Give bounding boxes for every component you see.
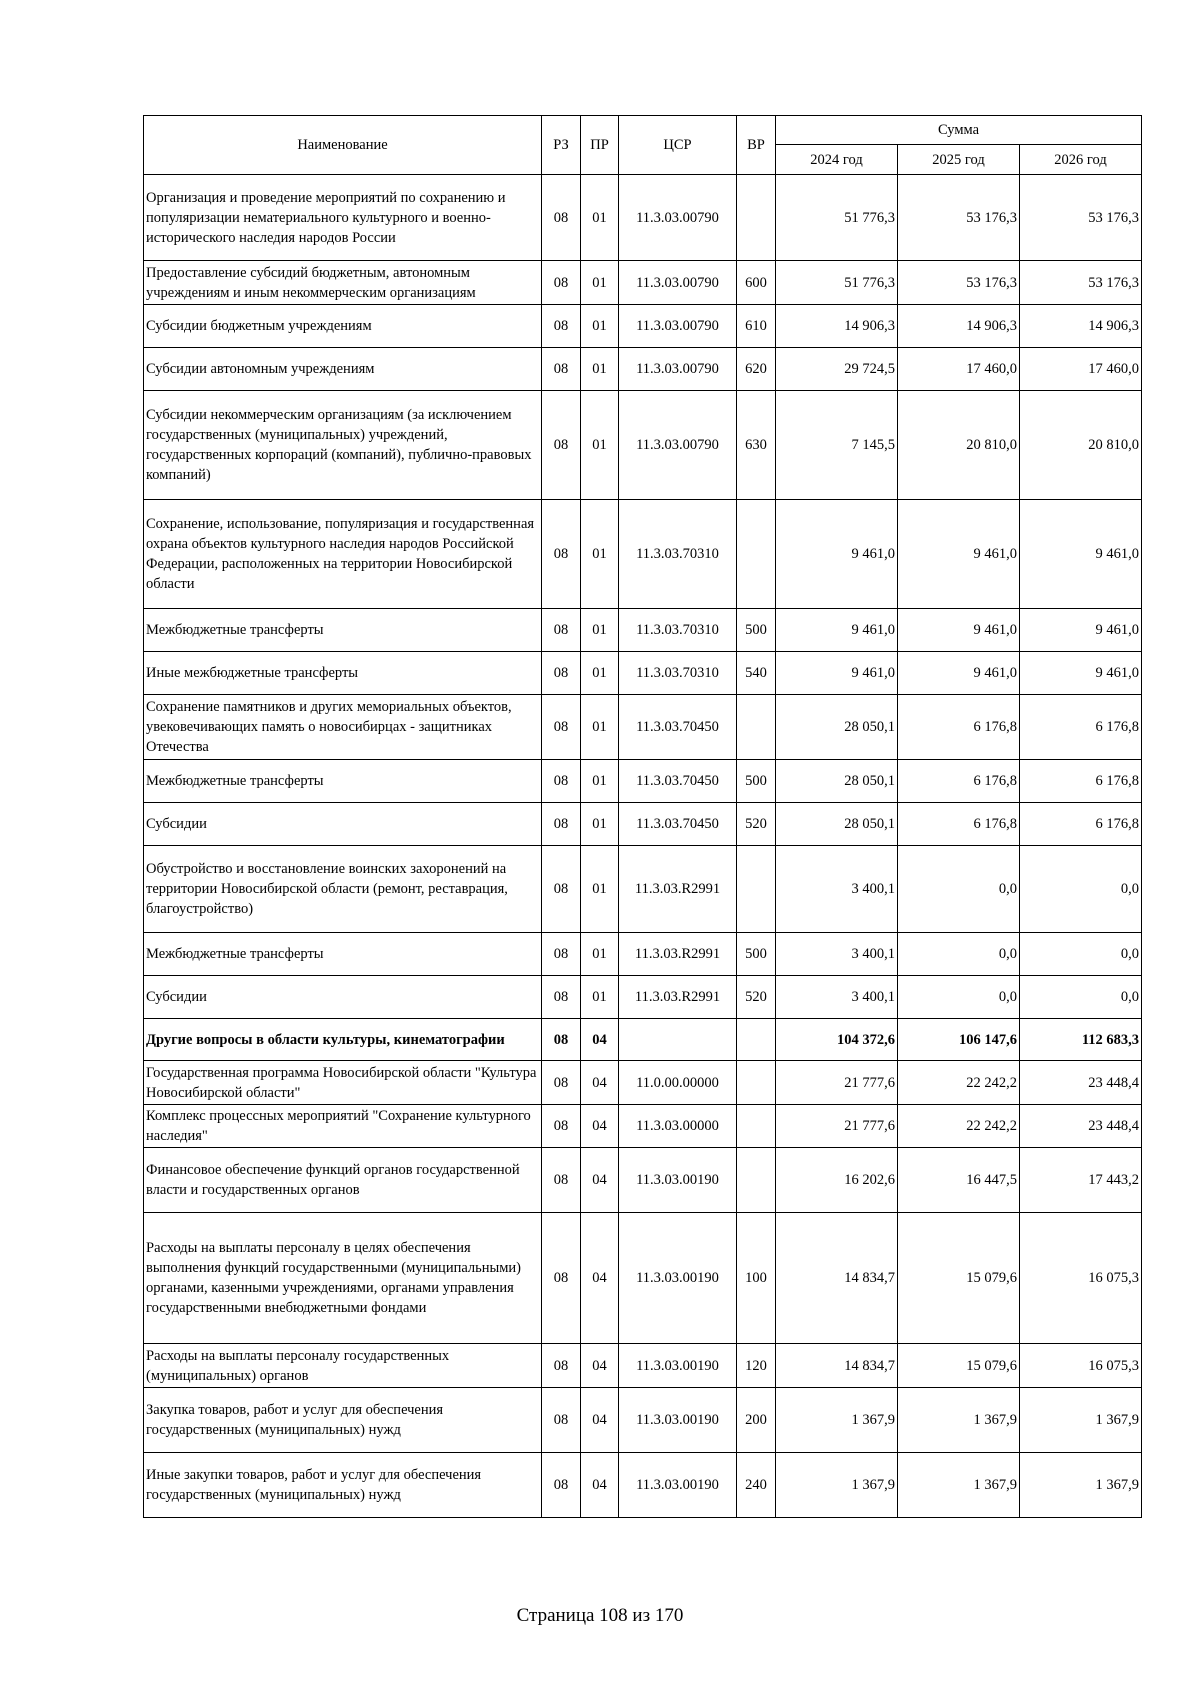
- row-csr: 11.3.03.70450: [619, 760, 737, 803]
- row-sum-2026: 53 176,3: [1020, 175, 1142, 261]
- row-rz: 08: [542, 803, 581, 846]
- row-sum-2024: 9 461,0: [776, 652, 898, 695]
- row-sum-2025: 0,0: [898, 846, 1020, 933]
- row-sum-2025: 1 367,9: [898, 1453, 1020, 1518]
- row-vr: 120: [737, 1344, 776, 1388]
- row-sum-2026: 6 176,8: [1020, 803, 1142, 846]
- row-rz: 08: [542, 175, 581, 261]
- row-sum-2024: 21 777,6: [776, 1061, 898, 1105]
- table-body: [144, 175, 1142, 1518]
- row-pr: 01: [581, 976, 619, 1019]
- row-vr: 540: [737, 652, 776, 695]
- row-sum-2026: 9 461,0: [1020, 500, 1142, 609]
- table-row: [144, 652, 1142, 695]
- table-row: [144, 1453, 1142, 1518]
- row-pr: 04: [581, 1344, 619, 1388]
- row-vr: 630: [737, 391, 776, 500]
- row-csr: 11.3.03.00790: [619, 391, 737, 500]
- row-csr: 11.3.03.00790: [619, 261, 737, 305]
- row-rz: 08: [542, 500, 581, 609]
- row-sum-2025: 1 367,9: [898, 1388, 1020, 1453]
- row-sum-2026: 1 367,9: [1020, 1388, 1142, 1453]
- row-sum-2026: 53 176,3: [1020, 261, 1142, 305]
- table-row: [144, 1105, 1142, 1148]
- row-sum-2025: 14 906,3: [898, 305, 1020, 348]
- header-year-2024: 2024 год: [776, 145, 898, 175]
- row-sum-2025: 106 147,6: [898, 1019, 1020, 1061]
- row-csr: 11.3.03.00190: [619, 1388, 737, 1453]
- table-row: [144, 261, 1142, 305]
- row-rz: 08: [542, 1388, 581, 1453]
- row-pr: 01: [581, 803, 619, 846]
- row-sum-2026: 20 810,0: [1020, 391, 1142, 500]
- row-sum-2026: 6 176,8: [1020, 760, 1142, 803]
- row-sum-2026: 0,0: [1020, 933, 1142, 976]
- table-row: [144, 803, 1142, 846]
- row-csr: 11.3.03.70450: [619, 695, 737, 760]
- row-csr: 11.3.03.R2991: [619, 846, 737, 933]
- row-sum-2026: 0,0: [1020, 976, 1142, 1019]
- row-vr: [737, 1105, 776, 1148]
- row-csr: 11.3.03.70310: [619, 500, 737, 609]
- row-sum-2024: 16 202,6: [776, 1148, 898, 1213]
- table-row: [144, 695, 1142, 760]
- row-csr: 11.3.03.00190: [619, 1344, 737, 1388]
- row-vr: [737, 500, 776, 609]
- row-csr: 11.3.03.70310: [619, 652, 737, 695]
- row-vr: [737, 175, 776, 261]
- row-name: Финансовое обеспечение функций органов государственной власти и государственных органов: [144, 1148, 542, 1213]
- row-sum-2025: 53 176,3: [898, 261, 1020, 305]
- row-sum-2026: 14 906,3: [1020, 305, 1142, 348]
- row-name: Субсидии автономным учреждениям: [144, 348, 542, 391]
- row-sum-2026: 16 075,3: [1020, 1213, 1142, 1344]
- row-name: Субсидии: [144, 803, 542, 846]
- table-row: [144, 760, 1142, 803]
- row-sum-2025: 22 242,2: [898, 1105, 1020, 1148]
- page-number: Страница 108 из 170: [516, 1605, 684, 1626]
- row-sum-2024: 104 372,6: [776, 1019, 898, 1061]
- row-rz: 08: [542, 1061, 581, 1105]
- row-pr: 01: [581, 348, 619, 391]
- row-vr: 610: [737, 305, 776, 348]
- row-pr: 01: [581, 695, 619, 760]
- row-csr: 11.3.03.70450: [619, 803, 737, 846]
- row-sum-2024: 1 367,9: [776, 1388, 898, 1453]
- row-name: Субсидии: [144, 976, 542, 1019]
- row-name: Межбюджетные трансферты: [144, 760, 542, 803]
- header-csr: ЦСР: [619, 116, 737, 175]
- header-pr: ПР: [581, 116, 619, 175]
- row-sum-2024: 28 050,1: [776, 760, 898, 803]
- row-sum-2024: 14 834,7: [776, 1213, 898, 1344]
- row-name: Закупка товаров, работ и услуг для обеспечения государственных (муниципальных) нужд: [144, 1388, 542, 1453]
- row-csr: 11.3.03.00190: [619, 1453, 737, 1518]
- header-sum: Сумма: [776, 116, 1142, 145]
- row-vr: 500: [737, 933, 776, 976]
- row-name: Предоставление субсидий бюджетным, автономным учреждениям и иным некоммерческим организациям: [144, 261, 542, 305]
- row-rz: 08: [542, 933, 581, 976]
- row-rz: 08: [542, 695, 581, 760]
- row-sum-2025: 15 079,6: [898, 1213, 1020, 1344]
- row-rz: 08: [542, 1019, 581, 1061]
- row-vr: 100: [737, 1213, 776, 1344]
- row-pr: 01: [581, 760, 619, 803]
- row-sum-2026: 1 367,9: [1020, 1453, 1142, 1518]
- table-row: [144, 846, 1142, 933]
- table-row: [144, 976, 1142, 1019]
- header-year-2026: 2026 год: [1020, 145, 1142, 175]
- row-sum-2024: 7 145,5: [776, 391, 898, 500]
- row-vr: [737, 1148, 776, 1213]
- row-vr: 600: [737, 261, 776, 305]
- row-rz: 08: [542, 1344, 581, 1388]
- row-sum-2024: 14 834,7: [776, 1344, 898, 1388]
- row-csr: 11.3.03.70310: [619, 609, 737, 652]
- row-pr: 04: [581, 1105, 619, 1148]
- row-sum-2025: 53 176,3: [898, 175, 1020, 261]
- row-pr: 01: [581, 305, 619, 348]
- row-sum-2025: 6 176,8: [898, 760, 1020, 803]
- row-csr: 11.3.03.00190: [619, 1148, 737, 1213]
- row-csr: 11.3.03.00000: [619, 1105, 737, 1148]
- row-sum-2024: 3 400,1: [776, 846, 898, 933]
- row-rz: 08: [542, 609, 581, 652]
- row-sum-2025: 0,0: [898, 933, 1020, 976]
- row-sum-2024: 21 777,6: [776, 1105, 898, 1148]
- row-name: Обустройство и восстановление воинских захоронений на территории Новосибирской области (ремонт, реставрация, благоустройство): [144, 846, 542, 933]
- row-name: Государственная программа Новосибирской области "Культура Новосибирской области": [144, 1061, 542, 1105]
- row-csr: 11.3.03.R2991: [619, 933, 737, 976]
- table-header: [144, 116, 1142, 175]
- table-row: [144, 1019, 1142, 1061]
- row-sum-2024: 3 400,1: [776, 933, 898, 976]
- row-sum-2026: 23 448,4: [1020, 1061, 1142, 1105]
- table-row: [144, 609, 1142, 652]
- table-row: [144, 1388, 1142, 1453]
- table-row: [144, 1148, 1142, 1213]
- row-sum-2025: 6 176,8: [898, 695, 1020, 760]
- row-sum-2024: 28 050,1: [776, 695, 898, 760]
- row-csr: [619, 1019, 737, 1061]
- row-pr: 04: [581, 1019, 619, 1061]
- table-row: [144, 1061, 1142, 1105]
- row-sum-2024: 9 461,0: [776, 500, 898, 609]
- row-csr: 11.3.03.00190: [619, 1213, 737, 1344]
- header-year-2025: 2025 год: [898, 145, 1020, 175]
- row-sum-2026: 112 683,3: [1020, 1019, 1142, 1061]
- row-name: Межбюджетные трансферты: [144, 933, 542, 976]
- row-sum-2024: 51 776,3: [776, 261, 898, 305]
- row-vr: [737, 1061, 776, 1105]
- row-rz: 08: [542, 1453, 581, 1518]
- row-name: Иные межбюджетные трансферты: [144, 652, 542, 695]
- row-vr: 240: [737, 1453, 776, 1518]
- row-pr: 04: [581, 1213, 619, 1344]
- header-name: Наименование: [144, 116, 542, 175]
- row-sum-2024: 9 461,0: [776, 609, 898, 652]
- row-pr: 01: [581, 175, 619, 261]
- row-csr: 11.3.03.00790: [619, 305, 737, 348]
- row-sum-2024: 14 906,3: [776, 305, 898, 348]
- header-rz: РЗ: [542, 116, 581, 175]
- row-sum-2024: 1 367,9: [776, 1453, 898, 1518]
- row-sum-2024: 3 400,1: [776, 976, 898, 1019]
- row-rz: 08: [542, 760, 581, 803]
- row-vr: [737, 695, 776, 760]
- table-row: [144, 1213, 1142, 1344]
- row-sum-2026: 23 448,4: [1020, 1105, 1142, 1148]
- row-pr: 01: [581, 933, 619, 976]
- row-sum-2026: 17 460,0: [1020, 348, 1142, 391]
- row-name: Субсидии некоммерческим организациям (за исключением государственных (муниципальных) учреждений, государственных корпораций (компаний), публично-правовых компаний): [144, 391, 542, 500]
- row-name: Расходы на выплаты персоналу государственных (муниципальных) органов: [144, 1344, 542, 1388]
- budget-table: [143, 115, 1142, 1518]
- table-row: [144, 933, 1142, 976]
- row-csr: 11.0.00.00000: [619, 1061, 737, 1105]
- row-sum-2026: 9 461,0: [1020, 609, 1142, 652]
- table-row: [144, 500, 1142, 609]
- row-rz: 08: [542, 1213, 581, 1344]
- row-sum-2025: 22 242,2: [898, 1061, 1020, 1105]
- row-csr: 11.3.03.00790: [619, 175, 737, 261]
- row-name: Организация и проведение мероприятий по сохранению и популяризации нематериального культурного и военно-исторического наследия народов России: [144, 175, 542, 261]
- row-sum-2026: 17 443,2: [1020, 1148, 1142, 1213]
- row-vr: 500: [737, 609, 776, 652]
- row-name: Иные закупки товаров, работ и услуг для обеспечения государственных (муниципальных) нужд: [144, 1453, 542, 1518]
- table-row: [144, 1344, 1142, 1388]
- row-pr: 01: [581, 652, 619, 695]
- row-pr: 01: [581, 391, 619, 500]
- row-sum-2025: 20 810,0: [898, 391, 1020, 500]
- row-sum-2026: 9 461,0: [1020, 652, 1142, 695]
- table-row: [144, 175, 1142, 261]
- row-pr: 04: [581, 1453, 619, 1518]
- table-row: [144, 305, 1142, 348]
- row-pr: 04: [581, 1388, 619, 1453]
- row-sum-2025: 0,0: [898, 976, 1020, 1019]
- row-vr: 520: [737, 976, 776, 1019]
- row-rz: 08: [542, 652, 581, 695]
- row-sum-2024: 28 050,1: [776, 803, 898, 846]
- row-vr: [737, 1019, 776, 1061]
- row-pr: 04: [581, 1061, 619, 1105]
- row-sum-2024: 51 776,3: [776, 175, 898, 261]
- row-name: Другие вопросы в области культуры, кинематографии: [144, 1019, 542, 1061]
- row-csr: 11.3.03.00790: [619, 348, 737, 391]
- row-rz: 08: [542, 1148, 581, 1213]
- row-sum-2025: 9 461,0: [898, 652, 1020, 695]
- row-sum-2025: 9 461,0: [898, 609, 1020, 652]
- row-name: Сохранение памятников и других мемориальных объектов, увековечивающих память о новосибирцах - защитниках Отечества: [144, 695, 542, 760]
- row-pr: 01: [581, 609, 619, 652]
- row-sum-2025: 16 447,5: [898, 1148, 1020, 1213]
- row-vr: 520: [737, 803, 776, 846]
- row-pr: 04: [581, 1148, 619, 1213]
- row-vr: [737, 846, 776, 933]
- row-sum-2025: 9 461,0: [898, 500, 1020, 609]
- row-rz: 08: [542, 1105, 581, 1148]
- row-pr: 01: [581, 261, 619, 305]
- row-pr: 01: [581, 846, 619, 933]
- row-pr: 01: [581, 500, 619, 609]
- row-sum-2025: 17 460,0: [898, 348, 1020, 391]
- row-sum-2025: 15 079,6: [898, 1344, 1020, 1388]
- row-sum-2026: 0,0: [1020, 846, 1142, 933]
- row-rz: 08: [542, 305, 581, 348]
- row-name: Комплекс процессных мероприятий "Сохранение культурного наследия": [144, 1105, 542, 1148]
- row-name: Расходы на выплаты персоналу в целях обеспечения выполнения функций государственными (муниципальными) органами, казенными учреждениями, органами управления государственными внебюджетными фондами: [144, 1213, 542, 1344]
- row-rz: 08: [542, 976, 581, 1019]
- row-rz: 08: [542, 261, 581, 305]
- row-vr: 200: [737, 1388, 776, 1453]
- row-csr: 11.3.03.R2991: [619, 976, 737, 1019]
- row-sum-2025: 6 176,8: [898, 803, 1020, 846]
- table-row: [144, 391, 1142, 500]
- header-vr: ВР: [737, 116, 776, 175]
- table-row: [144, 348, 1142, 391]
- row-name: Межбюджетные трансферты: [144, 609, 542, 652]
- row-rz: 08: [542, 846, 581, 933]
- row-sum-2026: 6 176,8: [1020, 695, 1142, 760]
- row-name: Субсидии бюджетным учреждениям: [144, 305, 542, 348]
- row-vr: 500: [737, 760, 776, 803]
- row-sum-2026: 16 075,3: [1020, 1344, 1142, 1388]
- row-vr: 620: [737, 348, 776, 391]
- row-rz: 08: [542, 391, 581, 500]
- row-rz: 08: [542, 348, 581, 391]
- row-sum-2024: 29 724,5: [776, 348, 898, 391]
- row-name: Сохранение, использование, популяризация и государственная охрана объектов культурного наследия народов Российской Федерации, расположенных на территории Новосибирской области: [144, 500, 542, 609]
